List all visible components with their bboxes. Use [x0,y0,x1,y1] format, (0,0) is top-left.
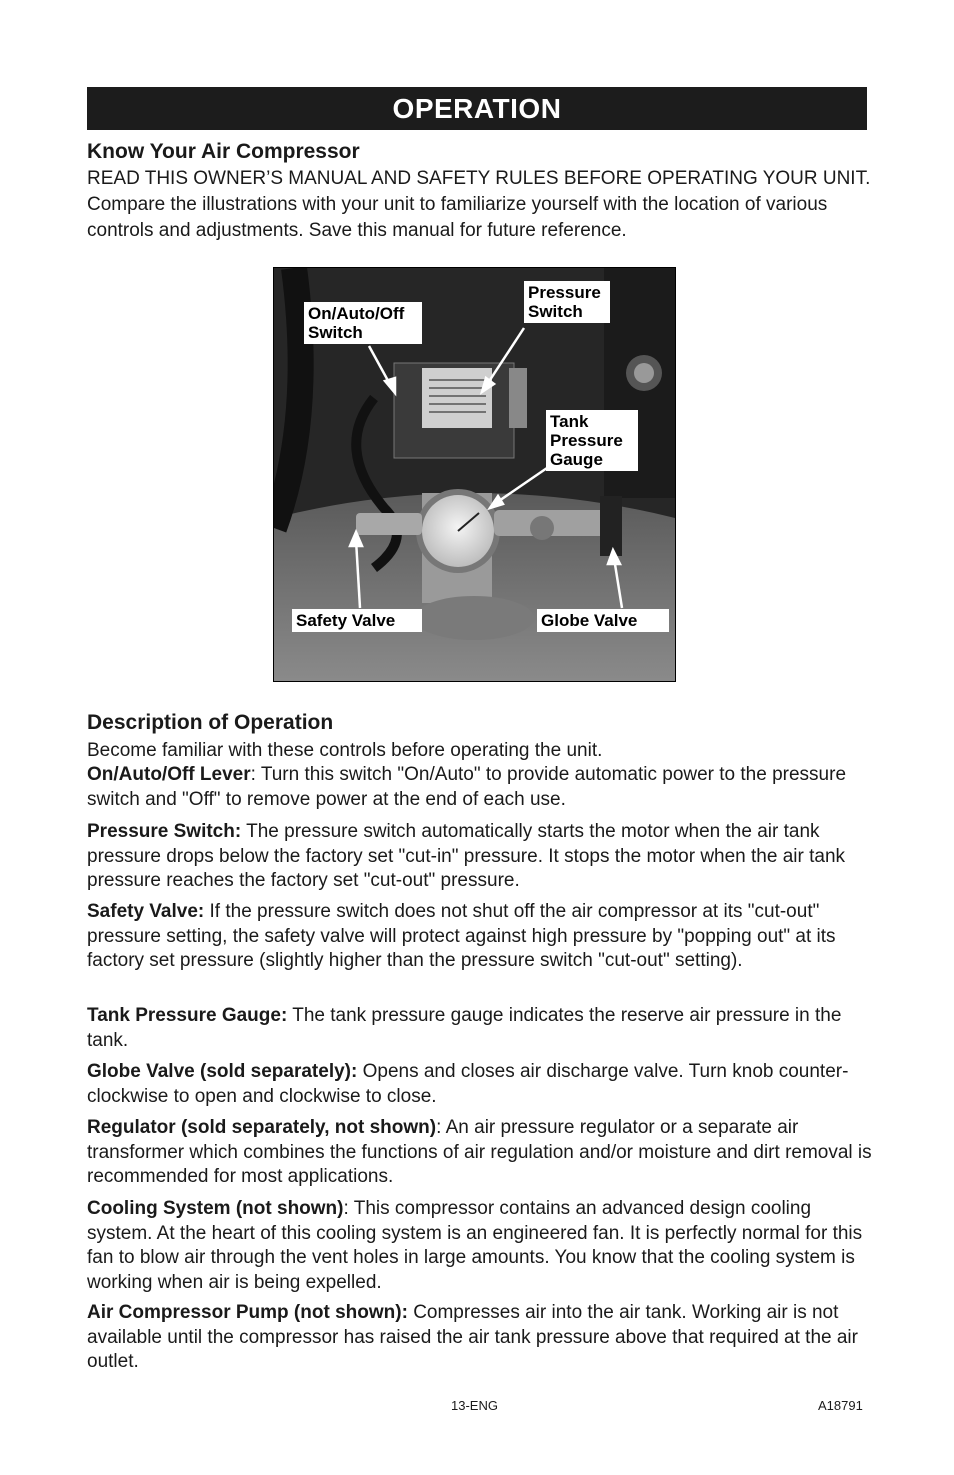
item-term: Regulator (sold separately, not shown) [87,1117,437,1138]
description-intro: Become familiar with these controls before operating the unit. [87,740,603,761]
item-text: If the pressure switch does not shut off the air compressor at its "cut-out" pressure setting, the safety valve will protect against high pressure by "popping out" at its factory set pressure (slightly higher than the pressure switch "cut-out" setting). [87,901,836,971]
item-term: Safety Valve: [87,901,205,922]
section-banner: OPERATION [87,87,867,130]
item-text: This compressor contains an advanced design cooling system. At the heart of this cooling system is an engineered fan. It is perfectly normal for this fan to blow air through the vent holes in large amounts. You know that the cooling system is working when air is being expelled. [87,1198,863,1293]
item-text: The tank pressure gauge indicates the reserve air pressure in the tank. [87,1005,842,1051]
item-regulator: Regulator (sold separately, not shown): An air pressure regulator or a separate air transformer which combines the functions of air regulation and/or moisture and dirt removal is recommended for most applications. [87,1117,872,1187]
item-tank-gauge [87,1004,872,1053]
item-safety-valve [87,900,872,974]
item-globe-valve [87,1060,872,1109]
label-pressure-switch: Pressure Switch [524,281,610,323]
item-text: Compresses air into the air tank. Working air is not available until the compressor has raised the air tank pressure above that required at the air outlet. [87,1302,858,1372]
know-text: READ THIS OWNER’S MANUAL AND SAFETY RULES BEFORE OPERATING YOUR UNIT. Compare the illustrations with your unit to familiarize yourself with the location of various controls and adjustments. Save this manual for future reference. [87,168,871,241]
item-term: On/Auto/Off Lever [87,764,251,785]
item-on-auto-off: On/Auto/Off Lever: Turn this switch "On/Auto" to provide automatic power to the pressure switch and "Off" to remove power at the end of each use. [87,764,847,810]
item-pump [87,1301,872,1375]
item-pressure-switch [87,820,872,894]
compressor-photo [273,267,676,682]
item-cooling-system: Cooling System (not shown): This compressor contains an advanced design cooling system. At the heart of this cooling system is an engineered fan. It is perfectly normal for this fan to blow air through the vent holes in large amounts. You know that the cooling system is working when air is being expelled. [87,1198,863,1293]
item-text: The pressure switch automatically starts the motor when the air tank pressure drops below the factory set "cut-in" pressure. It stops the motor when the air tank pressure reaches the factory set "cut-out" pressure. [87,821,846,891]
item-text: Opens and closes air discharge valve. Turn knob counter-clockwise to open and clockwise to close. [87,1061,849,1107]
label-safety-valve: Safety Valve [292,609,422,632]
item-term: Pressure Switch: [87,821,242,842]
item-text: An air pressure regulator or a separate air transformer which combines the functions of air regulation and/or moisture and dirt removal is recommended for most applications. [87,1117,872,1187]
item-term: Globe Valve (sold separately): [87,1061,358,1082]
item-text: Turn this switch "On/Auto" to provide automatic power to the pressure switch and "Off" to remove power at the end of each use. [87,764,847,810]
description-heading: Description of Operation [87,711,334,734]
label-on-auto-off: On/Auto/Off Switch [304,302,422,344]
item-term: Tank Pressure Gauge: [87,1005,288,1026]
item-term: Air Compressor Pump (not shown): [87,1302,408,1323]
know-heading: Know Your Air Compressor [87,140,360,163]
label-globe-valve: Globe Valve [537,609,669,632]
item-term: Cooling System (not shown) [87,1198,344,1219]
document-code: A18791 [818,1398,863,1413]
label-tank-gauge: Tank Pressure Gauge [546,410,638,471]
page-number: 13-ENG [451,1398,498,1413]
